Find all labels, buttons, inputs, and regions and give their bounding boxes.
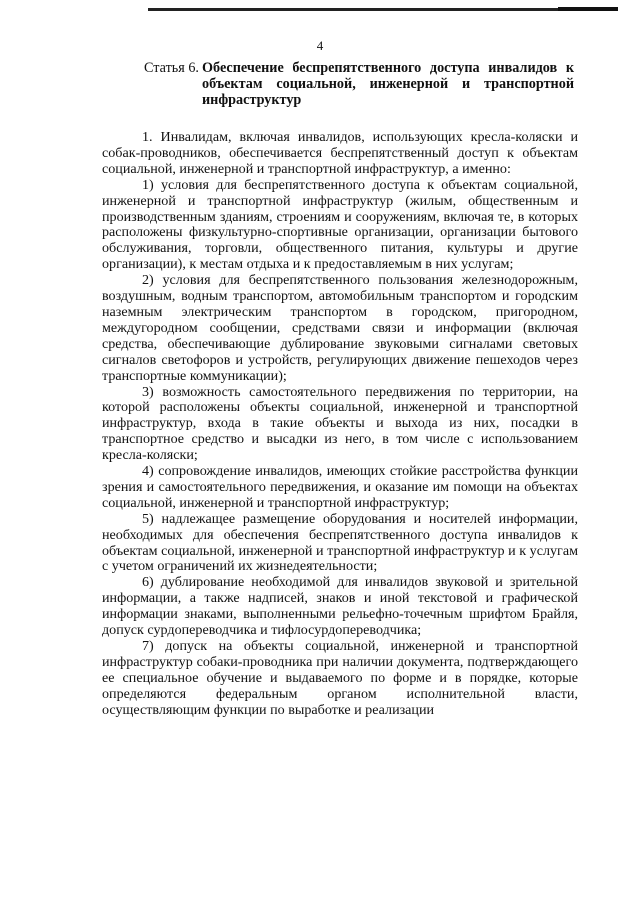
paragraph-item-3: 3) возможность самостоятельного передвижения по территории, на которой расположены объекты социальной, инженерной и транспортной инфраструктур, входа в такие объекты и выхода из них, посадки в транспортное средство и высадки из него, в том числе с использованием кресла-коляски; [102, 383, 578, 464]
top-border-line [148, 8, 618, 11]
article-label: Статья 6. [144, 60, 199, 76]
page-number: 4 [316, 38, 324, 53]
paragraph-item-5: 5) надлежащее размещение оборудования и носителей информации, необходимых для обеспечения беспрепятственного доступа инвалидов к объектам социальной, инженерной и транспортной инфраструктур и к услугам с учетом ограничений их жизнедеятельности; [102, 510, 578, 575]
paragraph-item-2: 2) условия для беспрепятственного пользования железнодорожным, воздушным, водным транспортом, автомобильным транспортом и городским наземным электрическим транспортом в городском, пригородном, междугородном сообщении, средствами связи и информации (включая средства, обеспечивающие дублирование звуковыми сигналами световых сигналов светофоров и устройств, регулирующих движение пешеходов через транспортные коммуникации); [102, 272, 578, 384]
article-title: Обеспечение беспрепятственного доступа инвалидов к объектам социальной, инженерной и транспортной инфраструктур [202, 60, 574, 108]
article-body [102, 130, 578, 719]
paragraph-item-7: 7) допуск на объекты социальной, инженерной и транспортной инфраструктур собаки-проводника при наличии документа, подтверждающего ее специальное обучение и выдаваемого по форме и в порядке, которые определяются федеральным органом исполнительной власти, осуществляющим функции по выработке и реализации [102, 638, 578, 718]
article-heading [144, 60, 574, 108]
paragraph-item-1: 1) условия для беспрепятственного доступа к объектам социальной, инженерной и транспортной инфраструктур (жилым, общественным и производственным зданиям, строениям и сооружениям, включая те, в которых расположены физкультурно-спортивные организации, организации бытового обслуживания, торговли, общественного питания, культуры и другие организации), к местам отдыха и к предоставляемым в них услугам; [102, 176, 578, 273]
paragraph-item-4: 4) сопровождение инвалидов, имеющих стойкие расстройства функции зрения и самостоятельного передвижения, и оказание им помощи на объектах социальной, инженерной и транспортной инфраструктур; [102, 463, 578, 511]
paragraph-intro: 1. Инвалидам, включая инвалидов, использующих кресла-коляски и собак-проводников, обеспечивается беспрепятственный доступ к объектам социальной, инженерной и транспортной инфраструктур, а именно: [102, 129, 578, 177]
paragraph-item-6: 6) дублирование необходимой для инвалидов звуковой и зрительной информации, а также надписей, знаков и иной текстовой и графической информации знаками, выполненными рельефно-точечным шрифтом Брайля, допуск сурдопереводчика и тифлосурдопереводчика; [102, 574, 578, 639]
